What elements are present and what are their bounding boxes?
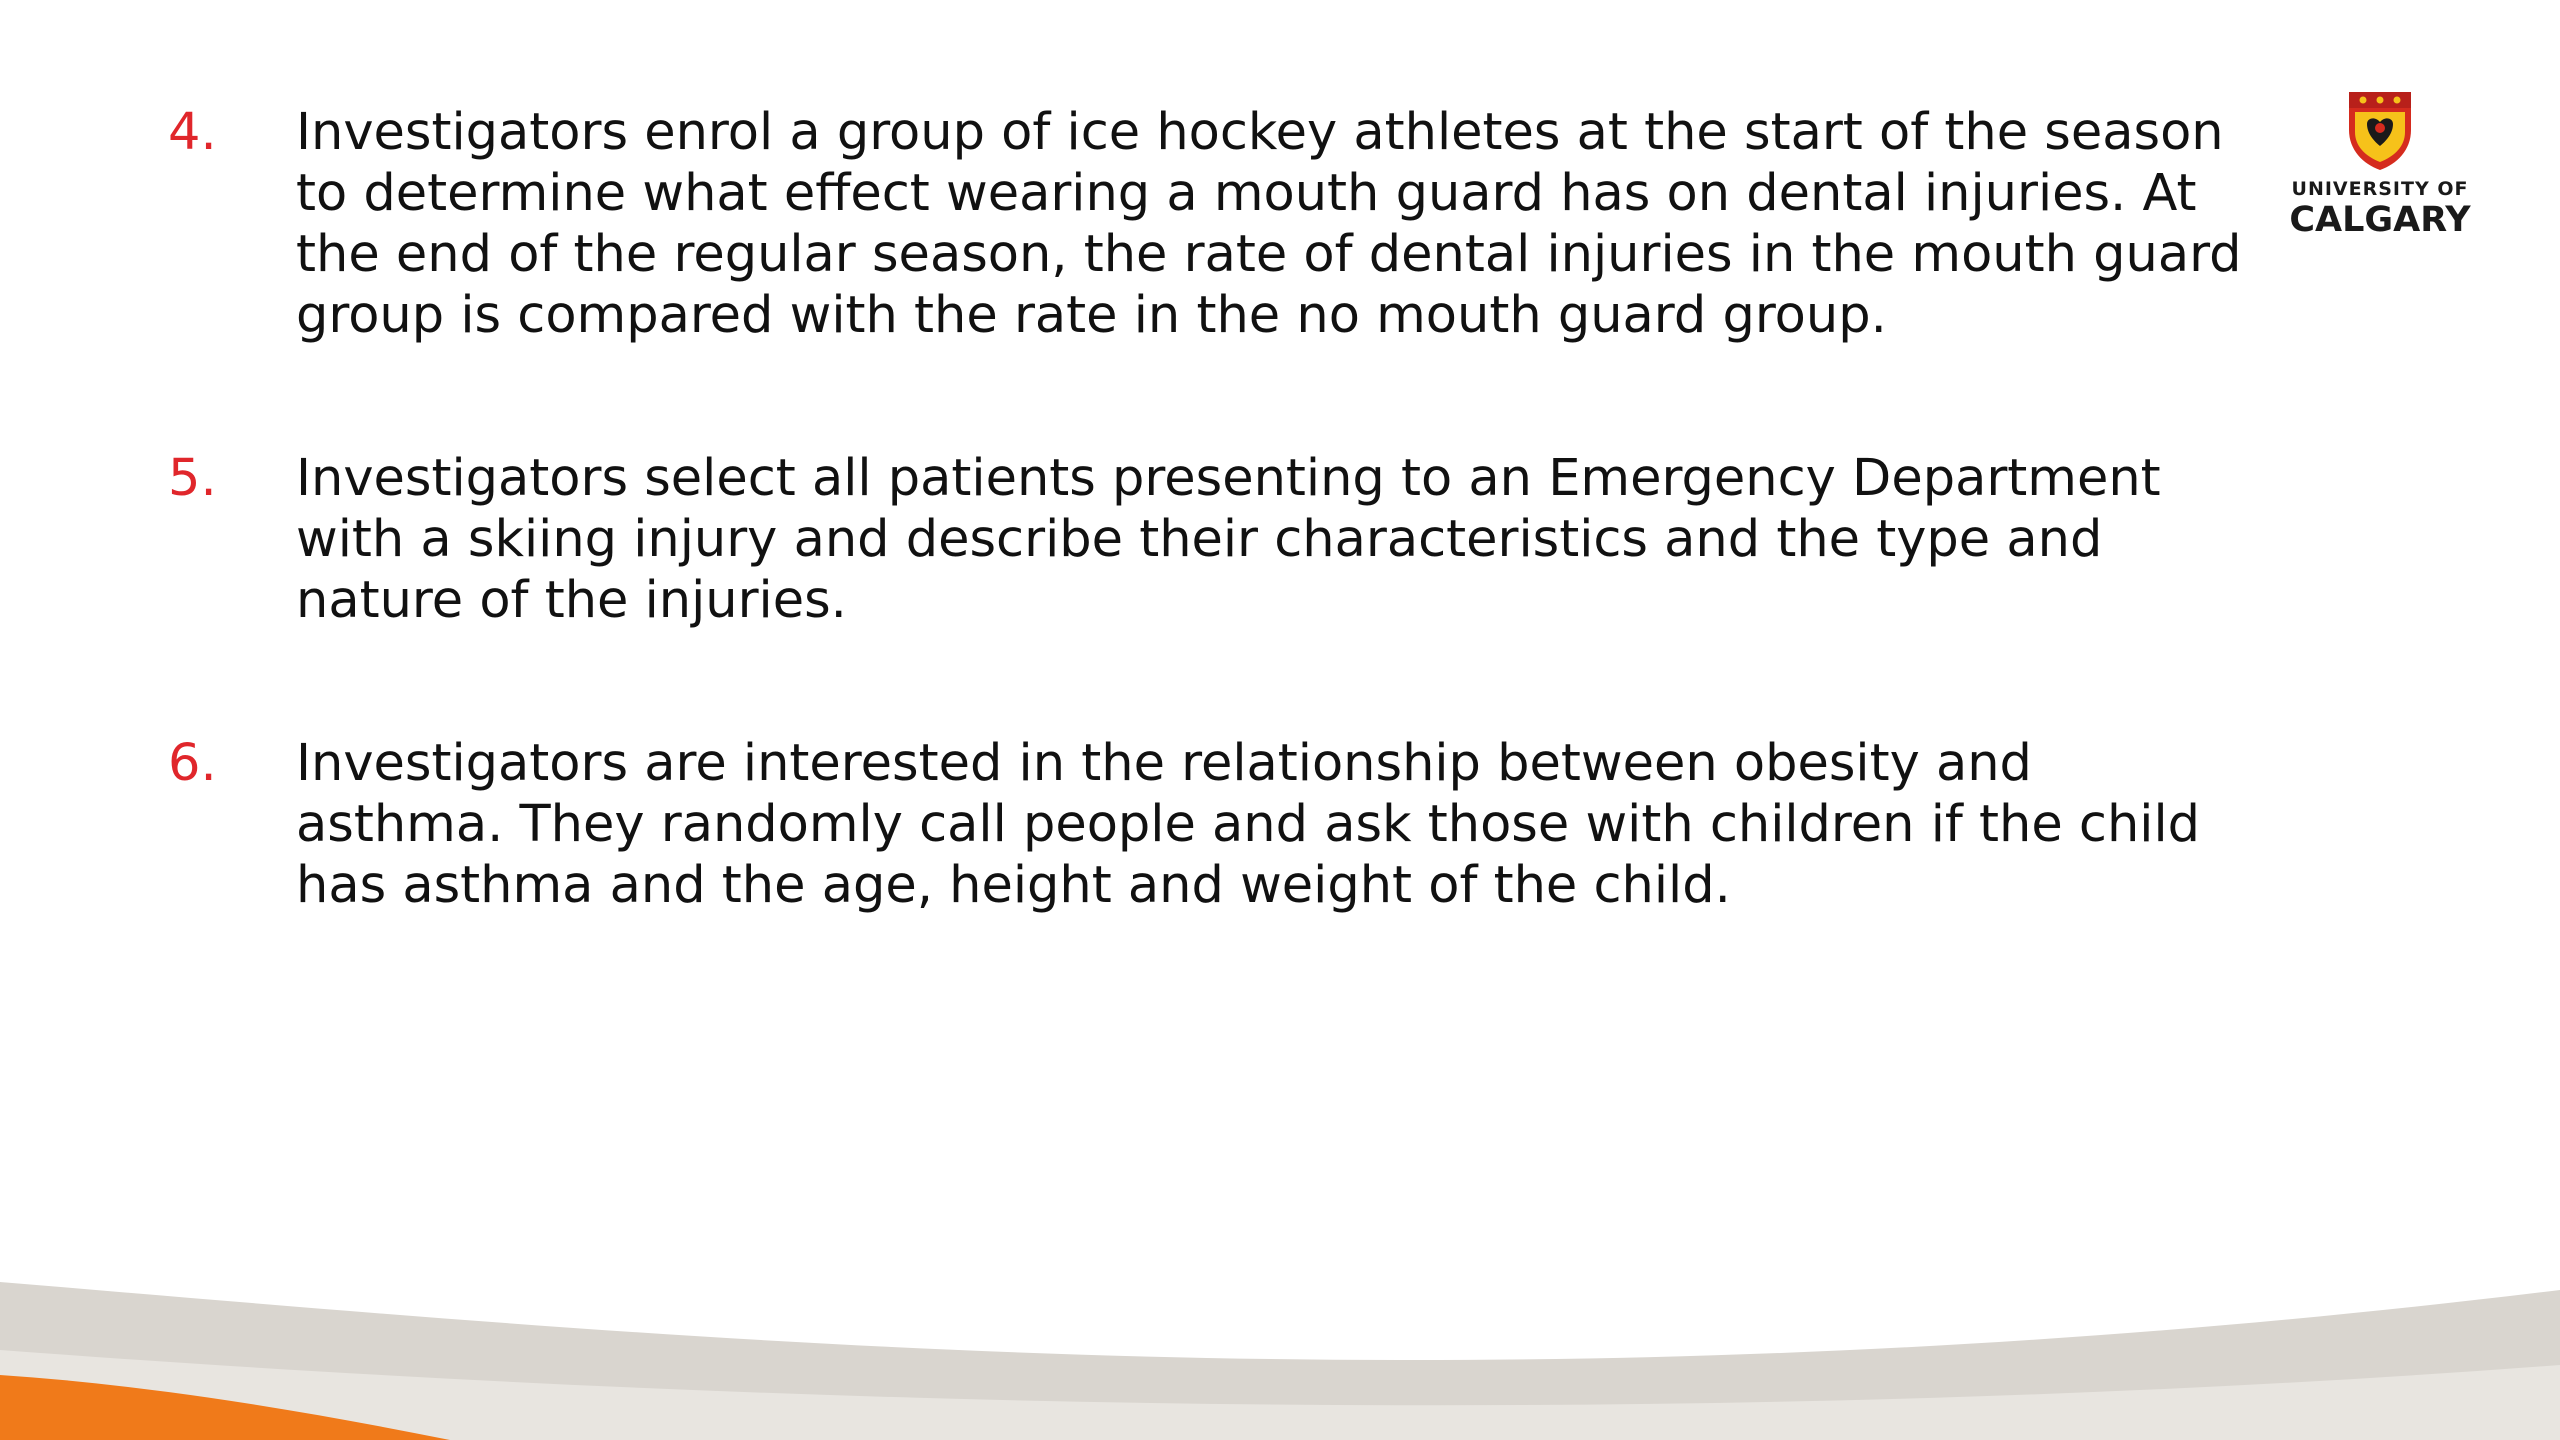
question-number: 6.	[168, 734, 217, 793]
question-number: 4.	[168, 103, 217, 162]
question-number: 5.	[168, 449, 217, 508]
question-item	[168, 448, 2248, 631]
crest-icon	[2345, 88, 2415, 172]
logo-text-university-of: UNIVERSITY OF	[2291, 178, 2469, 200]
question-text: Investigators select all patients presenting to an Emergency Department with a skiing injury and describe their characteristics and the type and nature of the injuries.	[296, 449, 2161, 630]
footer-decoration	[0, 1270, 2560, 1440]
question-item	[168, 733, 2248, 916]
university-logo	[2270, 88, 2490, 238]
logo-text-calgary: CALGARY	[2289, 200, 2471, 240]
question-text: Investigators are interested in the relationship between obesity and asthma. They randomly call people and ask those with children if the child has asthma and the age, height and weight of the child.	[296, 734, 2201, 915]
question-text: Investigators enrol a group of ice hockey athletes at the start of the season to determine what effect wearing a mouth guard has on dental injuries. At the end of the regular season, the rate of dental injuries in the mouth guard group is compared with the rate in the no mouth guard group.	[296, 103, 2242, 345]
question-list	[168, 102, 2248, 1018]
question-item	[168, 102, 2248, 346]
